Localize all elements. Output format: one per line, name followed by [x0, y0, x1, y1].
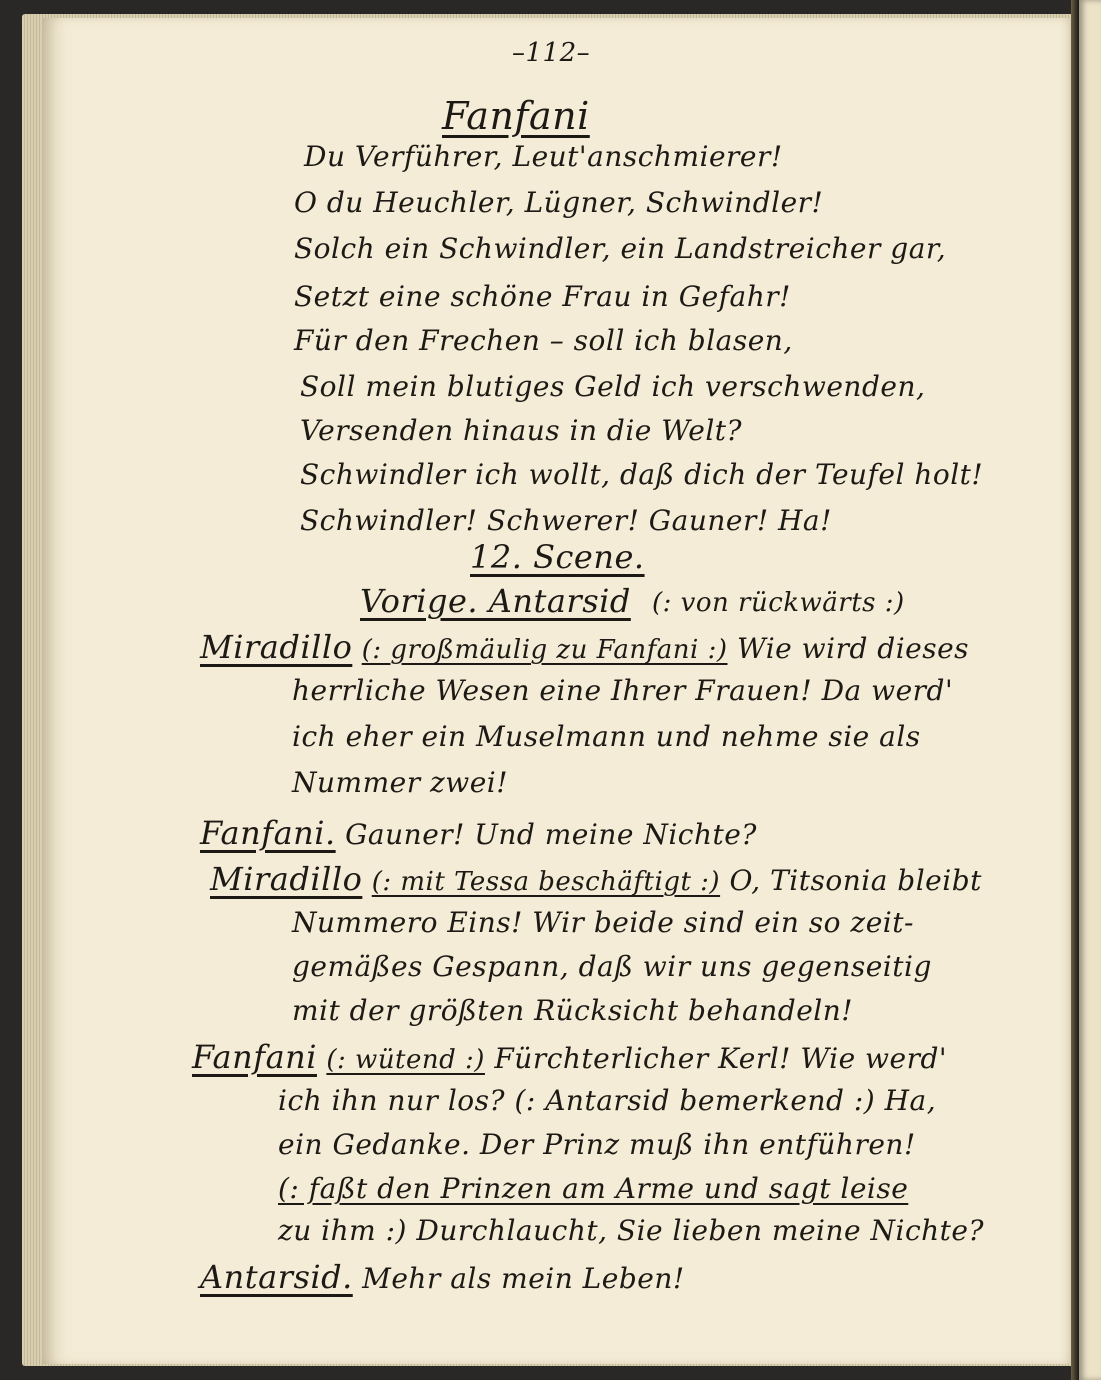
speech-line: ich ihn nur los? (: Antarsid bemerkend :) Ha, — [278, 1084, 937, 1117]
speaker-name: Miradillo — [210, 860, 363, 898]
speech-text: Mehr als mein Leben! — [362, 1262, 685, 1295]
speech-text: Gauner! Und meine Nichte? — [345, 818, 757, 851]
stage-direction: (: großmäulig zu Fanfani :) — [361, 635, 728, 665]
verse-line: Solch ein Schwindler, ein Landstreicher gar, — [294, 232, 947, 265]
speech-line: Nummero Eins! Wir beide sind ein so zeit- — [292, 906, 914, 939]
speech-line — [200, 628, 969, 666]
stage-direction: (: faßt den Prinzen am Arme und sagt leise — [278, 1172, 909, 1205]
speech-line: Nummer zwei! — [292, 766, 508, 799]
speech-line: zu ihm :) Durchlaucht, Sie lieben meine Nichte? — [278, 1214, 985, 1247]
stage-direction: (: von rückwärts :) — [652, 588, 905, 618]
speech-text: Fürchterlicher Kerl! Wie werd' — [494, 1042, 948, 1075]
page-number: –112– — [512, 38, 591, 68]
speaker-name: Miradillo — [200, 628, 353, 666]
speaker-name: Fanfani — [192, 1038, 317, 1076]
speech-line — [200, 1258, 685, 1296]
verse-line: Du Verführer, Leut'anschmierer! — [304, 140, 783, 173]
stage-direction: (: wütend :) — [326, 1045, 485, 1075]
verse-line: Schwindler ich wollt, daß dich der Teufel holt! — [300, 458, 984, 491]
stage-direction: (: mit Tessa beschäftigt :) — [371, 867, 721, 897]
verse-line: Soll mein blutiges Geld ich verschwenden, — [300, 370, 926, 403]
speech-line: mit der größten Rücksicht behandeln! — [292, 994, 854, 1027]
speech-text: O, Titsonia bleibt — [729, 864, 982, 897]
speech-line: ein Gedanke. Der Prinz muß ihn entführen! — [278, 1128, 916, 1161]
page-title: Fanfani — [442, 94, 590, 138]
speech-text: Wie wird dieses — [736, 632, 970, 665]
book-gutter — [1071, 0, 1079, 1380]
verse-line: Für den Frechen – soll ich blasen, — [294, 324, 793, 357]
speech-line: gemäßes Gespann, daß wir uns gegenseitig — [292, 950, 932, 983]
facing-page-edge — [1079, 0, 1101, 1380]
verse-line: Versenden hinaus in die Welt? — [300, 414, 743, 447]
verse-line: Setzt eine schöne Frau in Gefahr! — [294, 280, 791, 313]
speech-line — [210, 860, 982, 898]
scene-persons: Vorige. Antarsid — [360, 582, 631, 620]
speech-line — [192, 1038, 947, 1076]
verse-line: Schwindler! Schwerer! Gauner! Ha! — [300, 504, 832, 537]
speaker-name: Fanfani. — [200, 814, 336, 852]
speaker-name: Antarsid. — [200, 1258, 353, 1296]
verse-line: O du Heuchler, Lügner, Schwindler! — [294, 186, 824, 219]
speech-line — [200, 814, 757, 852]
speech-line: herrliche Wesen eine Ihrer Frauen! Da werd' — [292, 674, 954, 707]
speech-line: ich eher ein Muselmann und nehme sie als — [292, 720, 921, 753]
scene-number: 12. Scene. — [470, 538, 645, 576]
manuscript-page — [42, 18, 1070, 1364]
